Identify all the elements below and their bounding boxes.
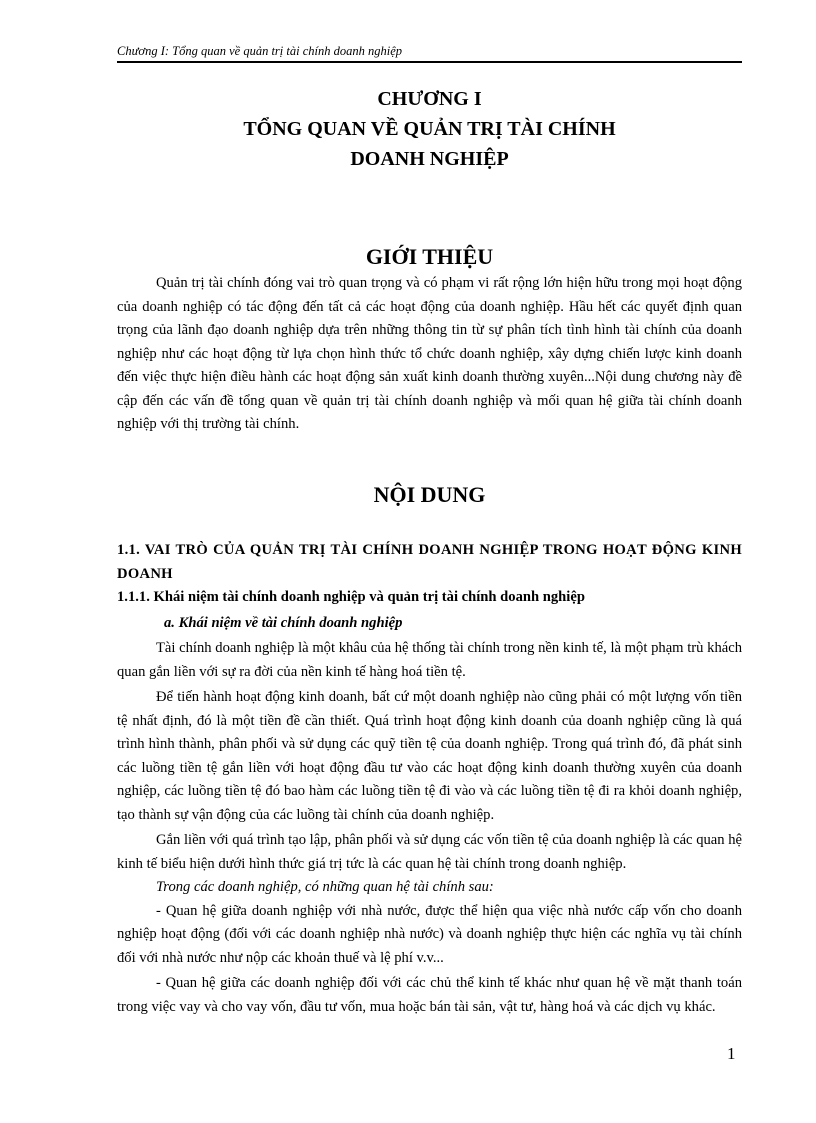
body-paragraph-italic: Trong các doanh nghiệp, có những quan hệ tài chính sau:	[156, 879, 494, 895]
section-heading-1-1-1: 1.1.1. Khái niệm tài chính doanh nghiệp và quản trị tài chính doanh nghiệp	[117, 589, 585, 605]
running-header	[117, 44, 742, 63]
intro-section	[117, 272, 742, 437]
body-paragraph: Để tiến hành hoạt động kinh doanh, bất cứ một doanh nghiệp nào cũng phải có một lượng vốn tiền tệ nhất định, đó là một tiền đề cần thiết. Quá trình hoạt động kinh doanh của doanh nghiệp cũng là quá trình hình thành, phân phối và sử dụng các quỹ tiền tệ của doanh nghiệp. Trong quá trình đó, đã phát sinh các luồng tiền tệ gắn liền với hoạt động đầu tư vào các hoạt động kinh doanh thường xuyên của doanh nghiệp, các luồng tiền tệ đó bao hàm các luồng tiền tệ đi vào và các luồng tiền tệ đi ra khỏi doanh nghiệp, tạo thành sự vận động của các luồng tài chính của doanh nghiệp.	[117, 689, 742, 823]
chapter-title-line-1: TỔNG QUAN VỀ QUẢN TRỊ TÀI CHÍNH	[243, 118, 616, 140]
running-header-text: Chương I: Tổng quan về quản trị tài chính doanh nghiệp	[117, 44, 402, 58]
subsection-heading-a: a. Khái niệm về tài chính doanh nghiệp	[164, 614, 403, 631]
list-item: - Quan hệ giữa các doanh nghiệp đối với các chủ thể kinh tế khác như quan hệ về mặt thanh toán trong việc vay và cho vay vốn, đầu tư vốn, mua hoặc bán tài sản, vật tư, hàng hoá và các dịch vụ khác.	[117, 975, 742, 1015]
chapter-number: CHƯƠNG I	[377, 88, 482, 110]
page-number: 1	[727, 1044, 736, 1063]
body-paragraph: Gắn liền với quá trình tạo lập, phân phối và sử dụng các vốn tiền tệ của doanh nghiệp là các quan hệ kinh tế biểu hiện dưới hình thức giá trị tức là các quan hệ tài chính trong doanh nghiệp.	[117, 832, 742, 872]
section-heading-1-1: 1.1. VAI TRÒ CỦA QUẢN TRỊ TÀI CHÍNH DOANH NGHIỆP TRONG HOẠT ĐỘNG KINH DOANH	[117, 542, 742, 582]
list-item: - Quan hệ giữa doanh nghiệp với nhà nước, được thể hiện qua việc nhà nước cấp vốn cho doanh nghiệp hoạt động (đối với các doanh nghiệp nhà nước) và doanh nghiệp thực hiện các nghĩa vụ tài chính đối với nhà nước như nộp các khoản thuế và lệ phí v.v...	[117, 902, 742, 966]
chapter-title-block	[117, 84, 742, 174]
intro-paragraph: Quản trị tài chính đóng vai trò quan trọng và có phạm vi rất rộng lớn hiện hữu trong mọi hoạt động của doanh nghiệp có tác động đến tất cả các hoạt động của doanh nghiệp. Hầu hết các quyết định quan trọng của lãnh đạo doanh nghiệp dựa trên những thông tin từ sự phân tích tình hình tài chính của doanh nghiệp như các hoạt động từ lựa chọn hình thức tổ chức doanh nghiệp, xây dựng chiến lược kinh doanh đến việc thực hiện điều hành các hoạt động sản xuất kinh doanh thường xuyên...Nội dung chương này đề cập đến các vấn đề tổng quan về quản trị tài chính doanh nghiệp và mối quan hệ giữa tài chính doanh nghiệp với thị trường tài chính.	[117, 275, 742, 432]
content-body	[117, 539, 742, 1019]
chapter-title-line-2: DOANH NGHIỆP	[350, 148, 509, 170]
intro-heading: GIỚI THIỆU	[365, 244, 494, 269]
content-heading: NỘI DUNG	[373, 482, 486, 507]
body-paragraph: Tài chính doanh nghiệp là một khâu của hệ thống tài chính trong nền kinh tế, là một phạm trù khách quan gắn liền với sự ra đời của nền kinh tế hàng hoá tiền tệ.	[117, 640, 742, 680]
